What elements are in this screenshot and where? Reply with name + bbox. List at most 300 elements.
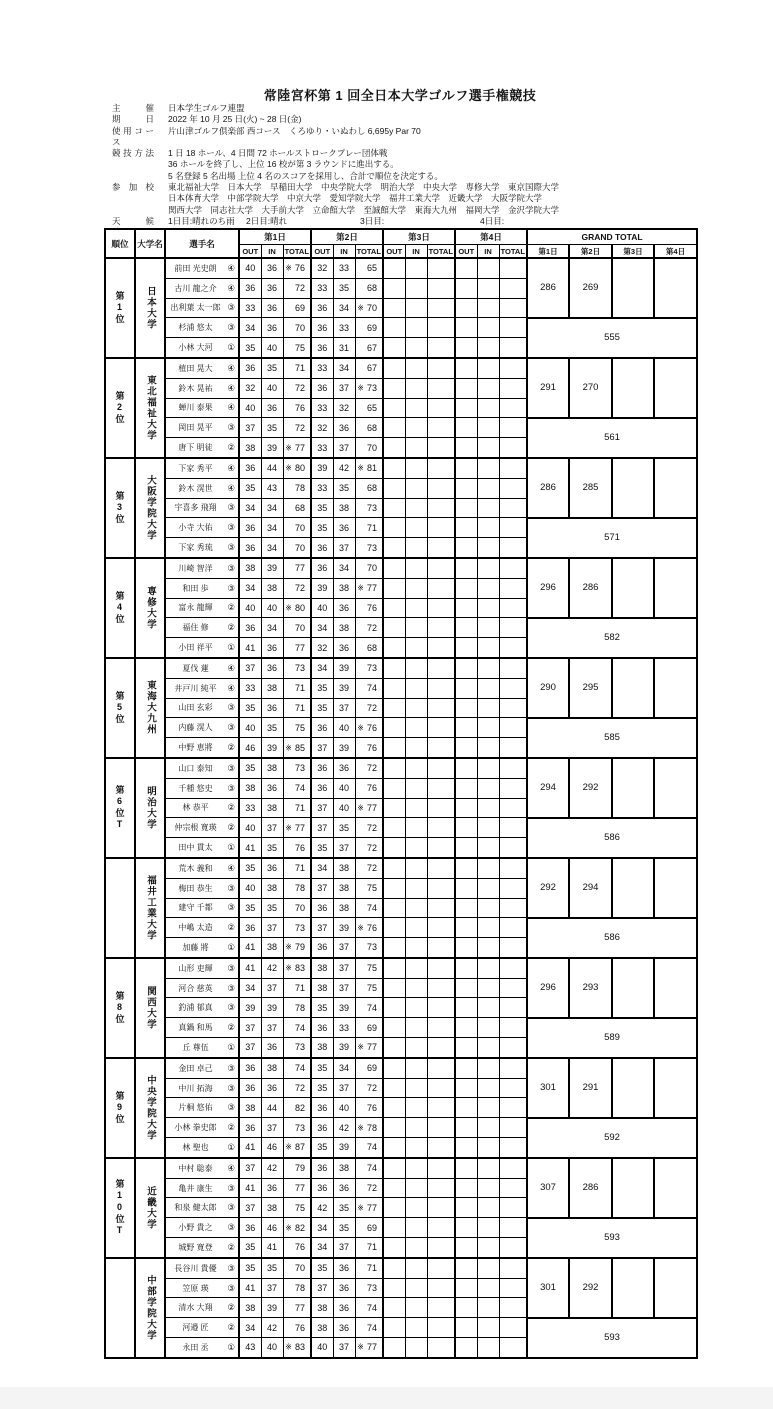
score-total (499, 738, 527, 758)
player-grade: ④ (227, 282, 235, 293)
score-total (427, 1058, 455, 1078)
player-name: 荒木 義和 (178, 863, 213, 873)
score-out (383, 278, 405, 298)
score-total (499, 858, 527, 878)
score-total (355, 1018, 383, 1038)
score-in: 34 (261, 538, 283, 558)
score-total (499, 538, 527, 558)
score-total (499, 958, 527, 978)
player-name: 小林 拳史郎 (174, 1123, 217, 1133)
player-name-cell (165, 258, 239, 278)
score-out: 34 (239, 978, 261, 998)
grand-total-col-header: 第1日 (527, 245, 569, 259)
score-out: 41 (239, 958, 261, 978)
grand-total-day-cell: 290 (527, 658, 569, 718)
score-in (477, 998, 499, 1018)
score-total (283, 398, 311, 418)
grand-total-day-cell (612, 358, 654, 418)
score-out: 35 (311, 838, 333, 858)
score-total-value: 72 (366, 822, 377, 833)
player-name: 和泉 健太郎 (174, 1203, 217, 1213)
score-out (455, 518, 477, 538)
excluded-mark: ※ (357, 803, 364, 813)
rank-label: 第3位 (114, 490, 125, 525)
grand-total-day-cell (654, 1258, 697, 1318)
score-total-value: 77 (294, 642, 305, 653)
team-block (105, 858, 697, 958)
score-in: 36 (333, 418, 355, 438)
score-in (477, 958, 499, 978)
info-line: 36 ホールを終了し、上位 16 校が第 3 ラウンドに進出する。 (168, 159, 399, 170)
score-total (355, 478, 383, 498)
score-out (455, 1038, 477, 1058)
info-lines (168, 126, 421, 149)
university-cell (135, 1158, 165, 1258)
score-in: 38 (261, 678, 283, 698)
player-name: 前田 光史朗 (174, 263, 217, 273)
score-total-value: 76 (294, 1322, 305, 1333)
player-grade: ② (227, 1322, 235, 1333)
grand-total-sum-cell: 593 (527, 1218, 697, 1258)
info-section (112, 103, 702, 239)
grand-total-day-cell (612, 758, 654, 818)
score-total-value: 78 (366, 1122, 377, 1133)
weather-item: 1日目:晴れのち雨 (168, 215, 235, 226)
player-grade: ③ (227, 762, 235, 773)
score-total (355, 338, 383, 358)
score-in (405, 698, 427, 718)
score-total-value: 73 (366, 542, 377, 553)
score-total-value: 83 (294, 963, 305, 974)
score-in: 42 (261, 1318, 283, 1338)
score-total (355, 778, 383, 798)
score-out: 40 (239, 818, 261, 838)
score-total-value: 77 (294, 442, 305, 453)
score-in: 38 (333, 898, 355, 918)
score-out: 36 (311, 1178, 333, 1198)
player-name: 釣浦 郁真 (178, 1003, 213, 1013)
score-in (405, 518, 427, 538)
score-in: 39 (261, 1298, 283, 1318)
score-out: 36 (311, 938, 333, 958)
score-total-value: 74 (294, 1063, 305, 1074)
rank-cell (105, 1058, 135, 1158)
rank-cell (105, 458, 135, 558)
university-cell (135, 358, 165, 458)
score-in: 37 (333, 1338, 355, 1358)
score-in: 40 (333, 718, 355, 738)
score-total (283, 918, 311, 938)
weather-item: 2日目:晴れ (246, 215, 288, 226)
score-total (427, 298, 455, 318)
score-total-value: 73 (294, 1122, 305, 1133)
score-in: 38 (333, 498, 355, 518)
score-total (355, 438, 383, 458)
player-name: 蝉川 泰果 (178, 403, 213, 413)
score-out: 37 (311, 878, 333, 898)
grand-total-day-cell: 296 (527, 558, 569, 618)
university-cell (135, 258, 165, 358)
score-in: 37 (333, 438, 355, 458)
score-in: 36 (261, 1038, 283, 1058)
score-out: 35 (239, 1258, 261, 1278)
score-out (455, 538, 477, 558)
player-name-cell (165, 858, 239, 878)
player-row (105, 418, 697, 438)
score-out: 33 (239, 678, 261, 698)
score-total (427, 958, 455, 978)
score-in (405, 598, 427, 618)
excluded-mark: ※ (357, 463, 364, 473)
score-total (427, 558, 455, 578)
score-in (477, 898, 499, 918)
player-name: 川崎 智洋 (178, 563, 213, 573)
score-in (405, 1038, 427, 1058)
player-name-cell (165, 1258, 239, 1278)
score-in (405, 1098, 427, 1118)
col-header-rank: 順位 (105, 229, 135, 258)
score-out (455, 1018, 477, 1038)
player-name-cell (165, 1238, 239, 1258)
player-name: 長谷川 貴優 (174, 1263, 217, 1273)
score-out (383, 978, 405, 998)
score-total (283, 978, 311, 998)
score-out: 36 (239, 1118, 261, 1138)
info-line: 片山津ゴルフ倶楽部 西コース くろゆり・いぬわし 6,695y Par 70 (168, 125, 421, 136)
score-total (499, 478, 527, 498)
score-total (283, 538, 311, 558)
score-in: 33 (333, 318, 355, 338)
score-out: 36 (239, 358, 261, 378)
score-in (477, 438, 499, 458)
score-total-value: 79 (294, 942, 305, 953)
grand-total-day-cell (612, 658, 654, 718)
score-total (355, 598, 383, 618)
score-out: 32 (239, 378, 261, 398)
score-total (427, 898, 455, 918)
score-in: 39 (261, 998, 283, 1018)
score-out (383, 1338, 405, 1358)
score-out (383, 638, 405, 658)
score-in (405, 1258, 427, 1278)
university-label: 福井工業大学 (145, 874, 156, 941)
score-total (283, 1258, 311, 1278)
score-in (405, 818, 427, 838)
score-in (405, 778, 427, 798)
score-in: 38 (261, 878, 283, 898)
score-out (383, 518, 405, 538)
player-row (105, 1018, 697, 1038)
player-name: 金田 卓己 (178, 1063, 213, 1073)
player-name: 河邉 匠 (182, 1323, 209, 1333)
score-total (499, 1198, 527, 1218)
score-out: 41 (239, 1138, 261, 1158)
score-total (355, 1198, 383, 1218)
player-grade: ② (227, 742, 235, 753)
score-in (477, 1238, 499, 1258)
score-in: 31 (333, 338, 355, 358)
score-total (427, 818, 455, 838)
score-in (405, 1338, 427, 1358)
score-out (383, 418, 405, 438)
score-total-value: 78 (294, 1002, 305, 1013)
team-block (105, 1258, 697, 1358)
score-total (283, 578, 311, 598)
score-out: 41 (239, 1278, 261, 1298)
score-total (499, 818, 527, 838)
excluded-mark: ※ (285, 1342, 292, 1352)
player-grade: ④ (227, 862, 235, 873)
player-name-cell (165, 1338, 239, 1358)
score-total (427, 658, 455, 678)
score-out: 36 (239, 278, 261, 298)
score-in: 42 (261, 958, 283, 978)
score-total-value: 73 (294, 1042, 305, 1053)
weather-item: 3日目: (360, 215, 385, 226)
score-out: 33 (311, 358, 333, 378)
player-name-cell (165, 578, 239, 598)
score-total (283, 1118, 311, 1138)
score-out (455, 658, 477, 678)
score-total-value: 72 (294, 1083, 305, 1094)
score-in: 37 (261, 978, 283, 998)
rank-cell (105, 658, 135, 758)
player-name-cell (165, 778, 239, 798)
score-out (455, 838, 477, 858)
grand-total-sum-cell: 589 (527, 1018, 697, 1058)
score-total (499, 938, 527, 958)
score-total (427, 1118, 455, 1138)
score-total (283, 298, 311, 318)
score-total (427, 498, 455, 518)
score-in (405, 538, 427, 558)
col-header-player: 選手名 (165, 229, 239, 258)
score-in: 40 (333, 798, 355, 818)
score-out: 41 (239, 938, 261, 958)
university-cell (135, 1258, 165, 1358)
player-name: 笠原 瑛 (182, 1283, 209, 1293)
score-out: 33 (311, 478, 333, 498)
player-grade: ④ (227, 482, 235, 493)
score-in (405, 1198, 427, 1218)
score-out (455, 978, 477, 998)
player-grade: ① (227, 1341, 235, 1352)
player-grade: ② (227, 1022, 235, 1033)
score-in (405, 498, 427, 518)
info-line: 日本体育大学 中部学院大学 中京大学 愛知学院大学 福井工業大学 近畿大学 大阪学院大学 (168, 193, 543, 204)
score-table (104, 228, 698, 1359)
player-name: 内藤 滉人 (178, 723, 213, 733)
grand-total-day-cell (654, 958, 697, 1018)
player-name: 井戸川 純平 (174, 683, 217, 693)
player-name: 岡田 晃平 (178, 423, 213, 433)
score-total-value: 68 (294, 502, 305, 513)
score-total (283, 338, 311, 358)
score-total (499, 278, 527, 298)
score-out: 34 (311, 1238, 333, 1258)
score-out (383, 938, 405, 958)
excluded-mark: ※ (285, 743, 292, 753)
score-total (283, 778, 311, 798)
score-total (355, 918, 383, 938)
player-name-cell (165, 1318, 239, 1338)
player-name-cell (165, 738, 239, 758)
score-in: 36 (333, 1278, 355, 1298)
score-in: 36 (333, 758, 355, 778)
score-total (427, 258, 455, 278)
player-name-cell (165, 918, 239, 938)
score-in: 36 (261, 398, 283, 418)
score-total (427, 1018, 455, 1038)
score-total (499, 1118, 527, 1138)
score-out (455, 718, 477, 738)
score-total (355, 1218, 383, 1238)
player-name-cell (165, 278, 239, 298)
university-cell (135, 558, 165, 658)
score-in: 37 (333, 1238, 355, 1258)
score-total (499, 1078, 527, 1098)
rank-cell (105, 1158, 135, 1258)
score-out: 42 (311, 1198, 333, 1218)
score-out (383, 678, 405, 698)
score-total (427, 418, 455, 438)
score-in: 37 (333, 978, 355, 998)
score-total (283, 998, 311, 1018)
player-name: 梅田 恭生 (178, 883, 213, 893)
score-out: 36 (239, 458, 261, 478)
score-total (427, 1198, 455, 1218)
score-out (455, 478, 477, 498)
player-name: 永田 丞 (182, 1342, 209, 1352)
score-total (427, 878, 455, 898)
score-in: 46 (261, 1218, 283, 1238)
score-total (283, 818, 311, 838)
score-total (427, 478, 455, 498)
score-in: 38 (261, 1198, 283, 1218)
excluded-mark: ※ (357, 723, 364, 733)
score-total (355, 758, 383, 778)
score-out (383, 958, 405, 978)
university-label: 明治大学 (145, 785, 156, 830)
score-out: 36 (311, 1098, 333, 1118)
player-name: 下家 秀琉 (178, 543, 213, 553)
score-out: 33 (311, 278, 333, 298)
score-in (405, 758, 427, 778)
subheader-in: IN (405, 245, 427, 259)
score-total (427, 1278, 455, 1298)
player-grade: ② (227, 1122, 235, 1133)
score-total-value: 74 (366, 1302, 377, 1313)
score-total-value: 76 (366, 1102, 377, 1113)
score-total-value: 68 (366, 483, 377, 494)
score-out: 38 (311, 958, 333, 978)
score-in (477, 298, 499, 318)
info-line: 2022 年 10 月 25 日(火) ~ 28 日(金) (168, 114, 302, 125)
score-out: 41 (239, 838, 261, 858)
score-total (355, 618, 383, 638)
excluded-mark: ※ (285, 1142, 292, 1152)
grand-total-sum-cell: 571 (527, 518, 697, 558)
score-out: 39 (311, 578, 333, 598)
score-total (283, 838, 311, 858)
page-title: 常陸宮杯第 1 回全日本大学ゴルフ選手権競技 (263, 88, 537, 103)
score-in: 36 (261, 318, 283, 338)
info-line: 日本学生ゴルフ連盟 (168, 103, 245, 113)
score-total (355, 1118, 383, 1138)
score-total (283, 558, 311, 578)
score-out: 38 (239, 438, 261, 458)
score-out (383, 398, 405, 418)
score-out (455, 578, 477, 598)
score-total (283, 278, 311, 298)
team-block (105, 1158, 697, 1258)
subheader-in: IN (333, 245, 355, 259)
rank-label: 第5位 (114, 690, 125, 725)
score-in: 33 (333, 258, 355, 278)
score-total-value: 70 (294, 322, 305, 333)
score-total (427, 998, 455, 1018)
score-in: 46 (261, 1138, 283, 1158)
info-lines (168, 114, 301, 125)
player-name-cell (165, 718, 239, 738)
excluded-mark: ※ (285, 443, 292, 453)
score-total-value: 71 (294, 363, 305, 374)
university-cell (135, 858, 165, 958)
grand-total-day-cell (654, 758, 697, 818)
score-total (499, 978, 527, 998)
score-out: 40 (311, 598, 333, 618)
subheader-out: OUT (455, 245, 477, 259)
subheader-in: IN (261, 245, 283, 259)
university-label: 中部学院大学 (145, 1274, 156, 1341)
score-total-value: 75 (366, 983, 377, 994)
player-grade: ① (227, 842, 235, 852)
score-total-value: 77 (366, 583, 377, 594)
player-name-cell (165, 798, 239, 818)
grand-total-day-cell (654, 458, 697, 518)
score-out (383, 898, 405, 918)
score-total-value: 74 (366, 1163, 377, 1174)
score-total-value: 77 (294, 1302, 305, 1313)
score-in: 37 (261, 1118, 283, 1138)
score-total-value: 75 (294, 722, 305, 733)
subheader-total: TOTAL (283, 245, 311, 259)
player-grade: ③ (227, 1062, 235, 1073)
score-in (477, 358, 499, 378)
score-total-value: 70 (294, 522, 305, 533)
score-total (427, 438, 455, 458)
grand-total-day-cell (612, 558, 654, 618)
score-in: 35 (261, 418, 283, 438)
player-name-cell (165, 978, 239, 998)
player-name-cell (165, 938, 239, 958)
score-out (383, 1218, 405, 1238)
player-grade: ③ (227, 1182, 235, 1193)
score-total-value: 71 (366, 1263, 377, 1274)
score-in (477, 1258, 499, 1278)
player-row (105, 458, 697, 478)
score-out: 39 (311, 458, 333, 478)
score-total (499, 678, 527, 698)
player-name: 植田 晃大 (178, 363, 213, 373)
score-out (455, 1178, 477, 1198)
score-out: 38 (239, 1298, 261, 1318)
grand-total-day-cell (654, 1058, 697, 1118)
score-out (383, 918, 405, 938)
player-grade: ③ (227, 902, 235, 913)
score-out (383, 798, 405, 818)
score-out: 33 (311, 438, 333, 458)
